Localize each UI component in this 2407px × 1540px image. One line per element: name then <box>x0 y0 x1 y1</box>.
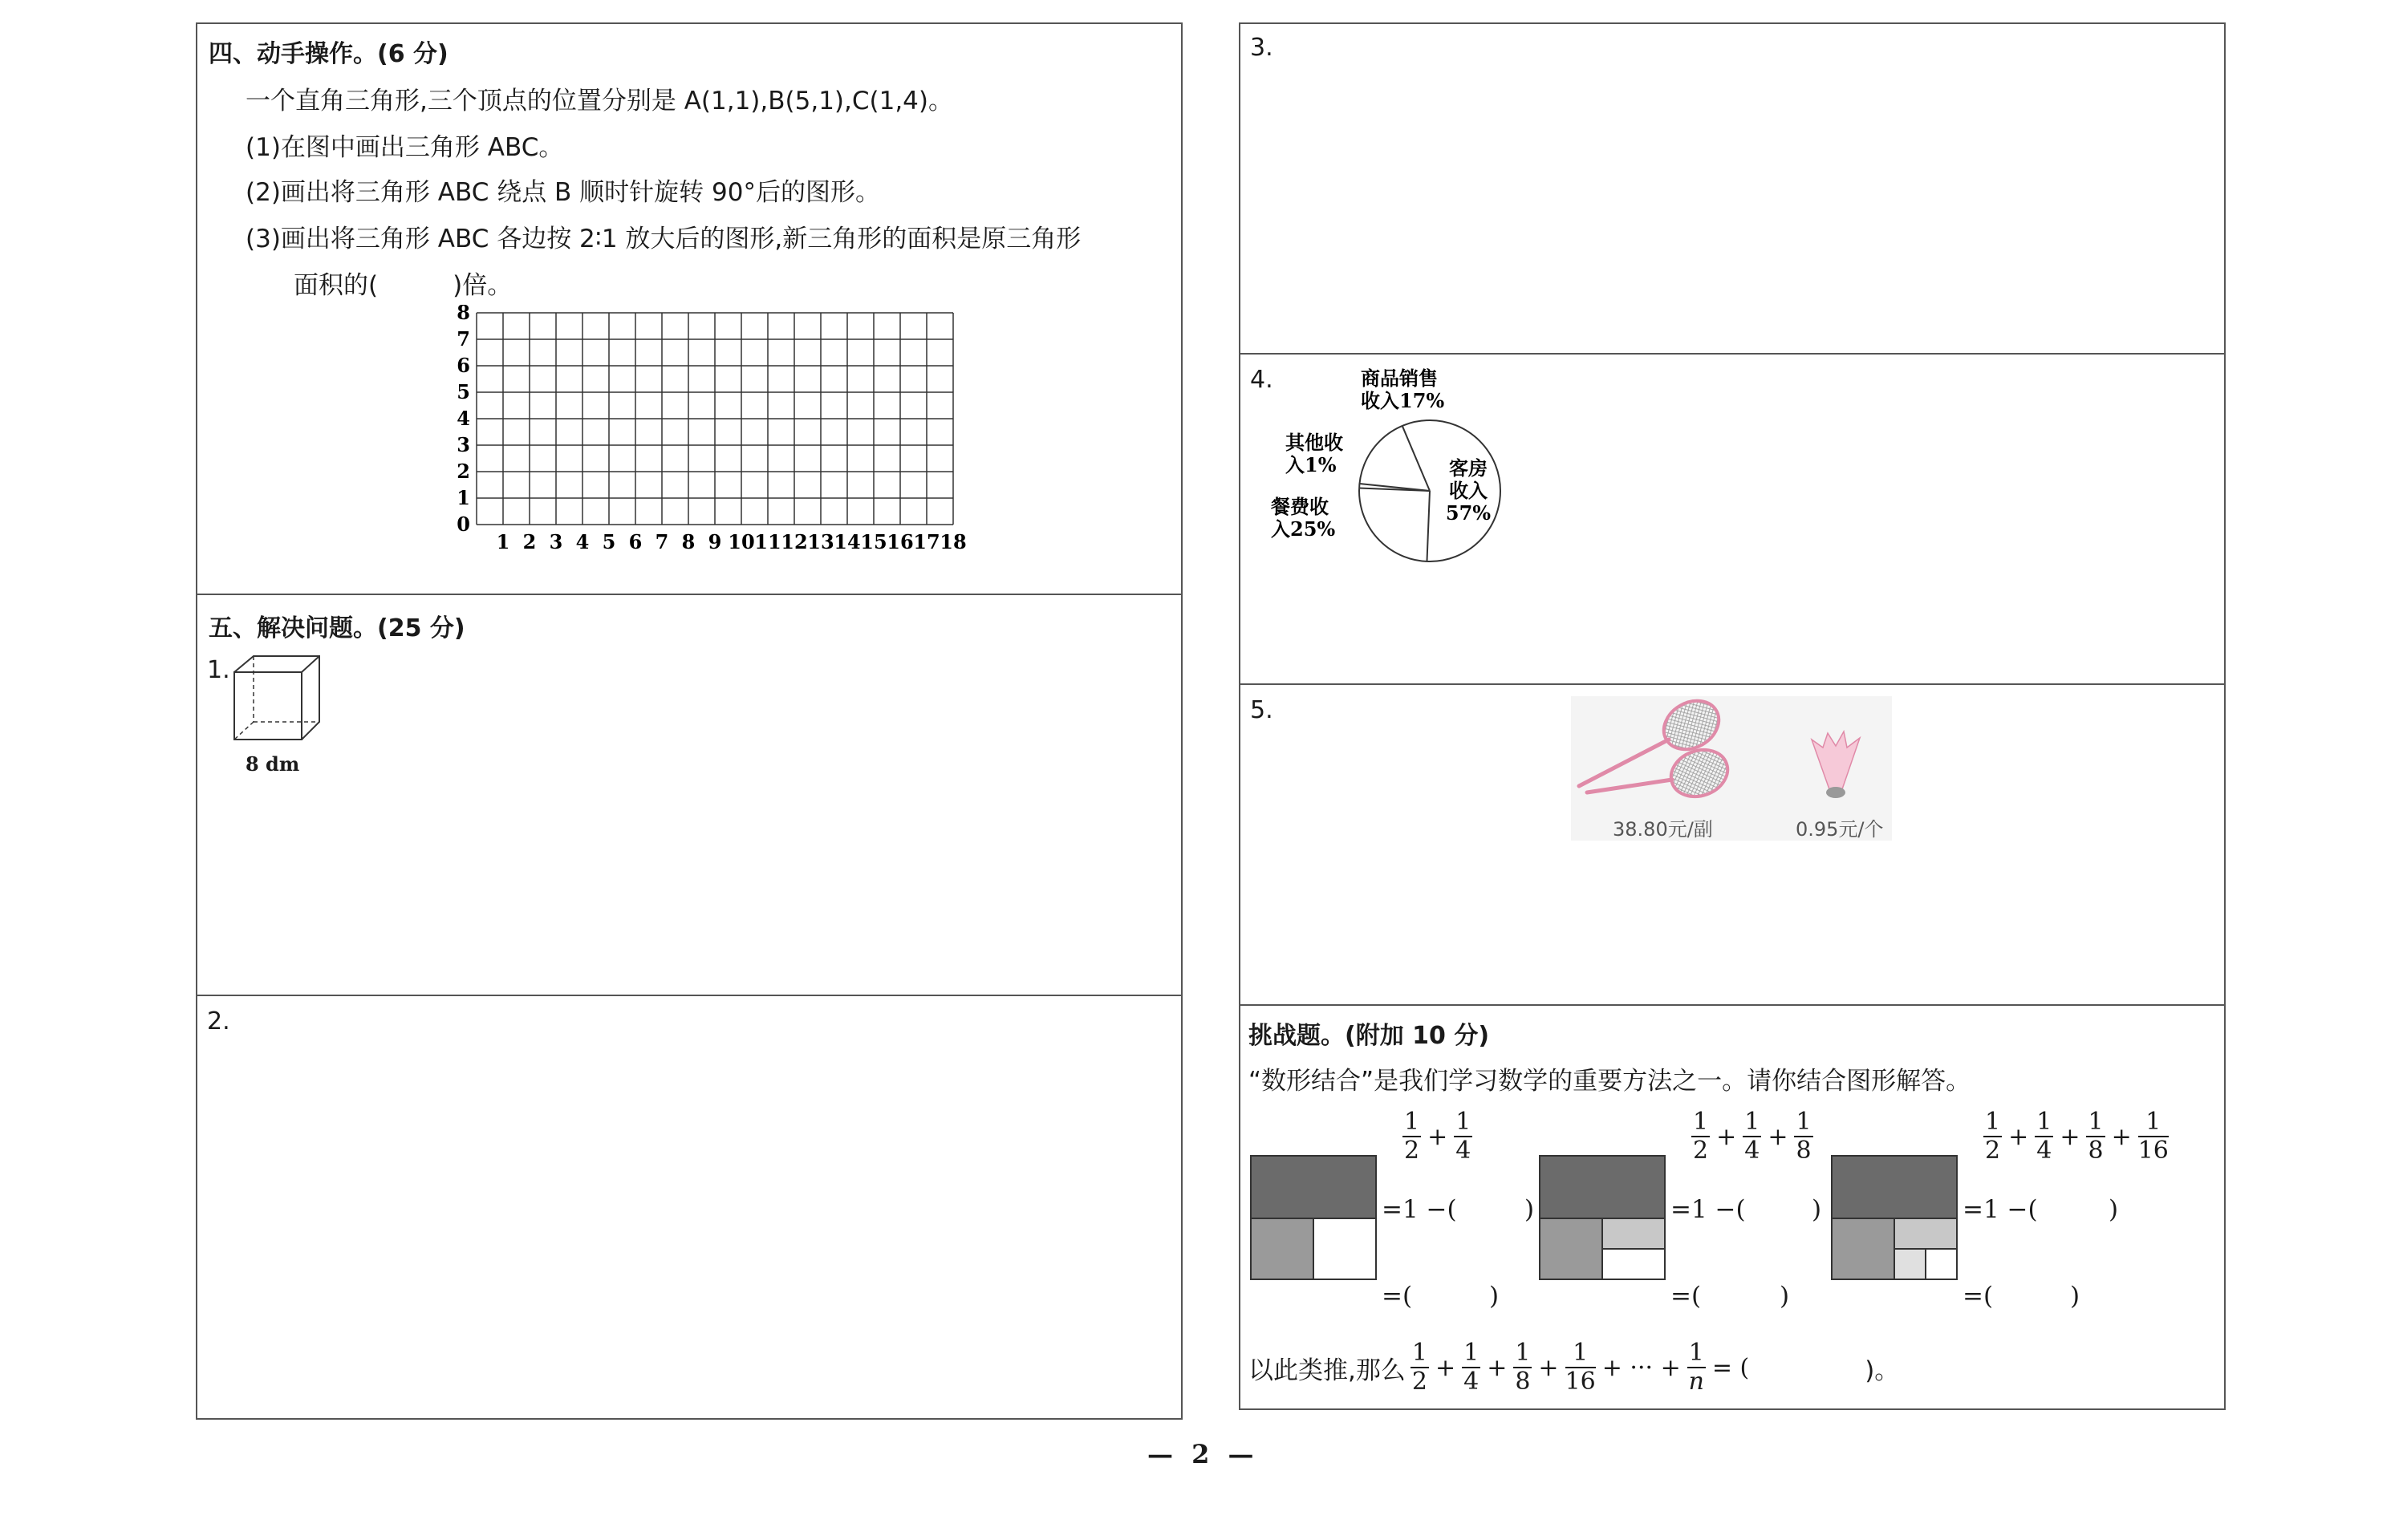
grid-x-tick-label: 9 <box>708 530 722 553</box>
grid-x-tick-label: 10 <box>728 530 755 553</box>
answer-blank-1a[interactable]: =1 −( <box>1382 1195 1457 1224</box>
answer-blank-2a[interactable]: =1 −( <box>1670 1195 1746 1224</box>
question-4-number: 4. <box>1250 366 1273 394</box>
grid-y-tick-label: 3 <box>457 433 470 456</box>
grid-x-tick-label: 16 <box>887 530 914 553</box>
grid-y-tick-label: 1 <box>457 486 470 509</box>
answer-blank-3b[interactable]: =( <box>1963 1282 1994 1311</box>
grid-x-tick-label: 15 <box>860 530 887 553</box>
grid-y-tick-label: 8 <box>457 305 470 324</box>
pie-slice-label: 收入 <box>1449 479 1488 502</box>
grid-x-labels <box>497 530 967 553</box>
sum-expression-1: $\frac{1}{2}$ + $\frac{1}{4}$ <box>1404 1108 1471 1165</box>
grid-x-tick-label: 6 <box>628 530 643 553</box>
pie-slice-label: 入25% <box>1271 517 1336 541</box>
question-2-number: 2. <box>207 1007 230 1035</box>
pie-slice-label: 入1% <box>1285 453 1337 476</box>
grid-y-tick-label: 5 <box>457 380 470 403</box>
area-model-2 <box>1539 1155 1667 1282</box>
shuttlecock-price: 0.95元/个 <box>1796 818 1884 841</box>
pie-slice-label: 57% <box>1445 501 1492 525</box>
grid-y-tick-label: 7 <box>457 327 470 351</box>
section-5-title: 五、解决问题。(25 分) <box>209 614 465 642</box>
grid-y-labels <box>457 305 470 536</box>
grid-x-tick-label: 3 <box>549 530 563 553</box>
coordinate-grid[interactable] <box>449 305 979 561</box>
section-4-title: 四、动手操作。(6 分) <box>209 40 449 68</box>
grid-x-tick-label: 17 <box>913 530 940 553</box>
grid-x-tick-label: 4 <box>575 530 590 553</box>
section-4-intro: 一个直角三角形,三个顶点的位置分别是 A(1,1),B(5,1),C(1,4)。 <box>246 87 953 116</box>
answer-blank-2b[interactable]: =( <box>1670 1282 1702 1311</box>
grid-x-tick-label: 13 <box>807 530 834 553</box>
conclusion-line: 以此类推,那么 $\frac{1}{2}$ + $\frac{1}{4}$ + $\frac{1}{8}$ + $\frac{1}{16}$ + ··· + $\frac{1}{n}$ = ( )。 <box>1248 1339 1900 1396</box>
cube-edge-label: 8 dm <box>246 752 300 776</box>
cube-figure <box>229 653 342 765</box>
sum-expression-3: $\frac{1}{2}$ + $\frac{1}{4}$ + $\frac{1}{8}$ + $\frac{1}{16}$ <box>1985 1108 2169 1165</box>
racket-price: 38.80元/副 <box>1613 818 1713 841</box>
answer-blank-1b[interactable]: =( <box>1382 1282 1413 1311</box>
answer-blank-3a-close: ) <box>2109 1195 2119 1224</box>
challenge-intro: “数形结合”是我们学习数学的重要方法之一。请你结合图形解答。 <box>1248 1067 1971 1096</box>
grid-x-tick-label: 8 <box>681 530 696 553</box>
answer-blank-3b-close: ) <box>2070 1282 2080 1311</box>
section-4-q2: (2)画出将三角形 ABC 绕点 B 顺时针旋转 90°后的图形。 <box>246 178 880 207</box>
pie-slice-label: 收入17% <box>1361 389 1445 412</box>
grid-x-tick-label: 1 <box>496 530 510 553</box>
grid-y-tick-label: 0 <box>457 513 470 536</box>
section-5-q1-panel <box>196 594 1183 996</box>
challenge-title: 挑战题。(附加 10 分) <box>1248 1022 1490 1050</box>
pie-slice-label: 餐费收 <box>1271 495 1329 518</box>
question-5-number: 5. <box>1250 696 1273 724</box>
answer-blank-2b-close: ) <box>1780 1282 1790 1311</box>
pie-slice-label: 其他收 <box>1285 431 1343 454</box>
conclusion-answer-blank[interactable]: = ( <box>1711 1353 1750 1382</box>
area-model-1 <box>1250 1155 1378 1282</box>
grid-x-tick-label: 18 <box>940 530 967 553</box>
question-1-number: 1. <box>207 656 230 684</box>
answer-blank-2a-close: ) <box>1812 1195 1822 1224</box>
grid-y-tick-label: 4 <box>457 407 470 430</box>
grid-x-tick-label: 5 <box>602 530 616 553</box>
section-4-q3b: 面积的( )倍。 <box>294 271 513 300</box>
area-model-3 <box>1831 1155 1959 1282</box>
grid-x-tick-label: 14 <box>834 530 861 553</box>
grid-x-tick-label: 11 <box>754 530 781 553</box>
badminton-rackets <box>1571 696 1772 808</box>
answer-blank-3a[interactable]: =1 −( <box>1963 1195 2038 1224</box>
income-pie-chart <box>1268 361 1508 586</box>
grid-y-tick-label: 2 <box>457 460 470 483</box>
pie-slice-label: 客房 <box>1449 456 1488 480</box>
grid-x-tick-label: 2 <box>522 530 537 553</box>
grid-x-tick-label: 7 <box>655 530 669 553</box>
pie-slice-label: 商品销售 <box>1361 367 1438 390</box>
question-3-number: 3. <box>1250 34 1273 62</box>
grid-lines <box>477 313 953 525</box>
grid-y-tick-label: 6 <box>457 354 470 377</box>
section-4-q3a: (3)画出将三角形 ABC 各边按 2∶1 放大后的图形,新三角形的面积是原三角形 <box>246 225 1082 253</box>
section-4-q1: (1)在图中画出三角形 ABC。 <box>246 133 564 162</box>
answer-blank-1b-close: ) <box>1489 1282 1500 1311</box>
question-3-panel <box>1239 22 2226 355</box>
grid-x-tick-label: 12 <box>781 530 808 553</box>
shuttlecock-icon <box>1805 728 1869 800</box>
page-number: — 2 — <box>1147 1439 1259 1469</box>
answer-blank-1a-close: ) <box>1524 1195 1535 1224</box>
sum-expression-2: $\frac{1}{2}$ + $\frac{1}{4}$ + $\frac{1}{8}$ <box>1693 1108 1812 1165</box>
section-5-q2-panel <box>196 995 1183 1420</box>
